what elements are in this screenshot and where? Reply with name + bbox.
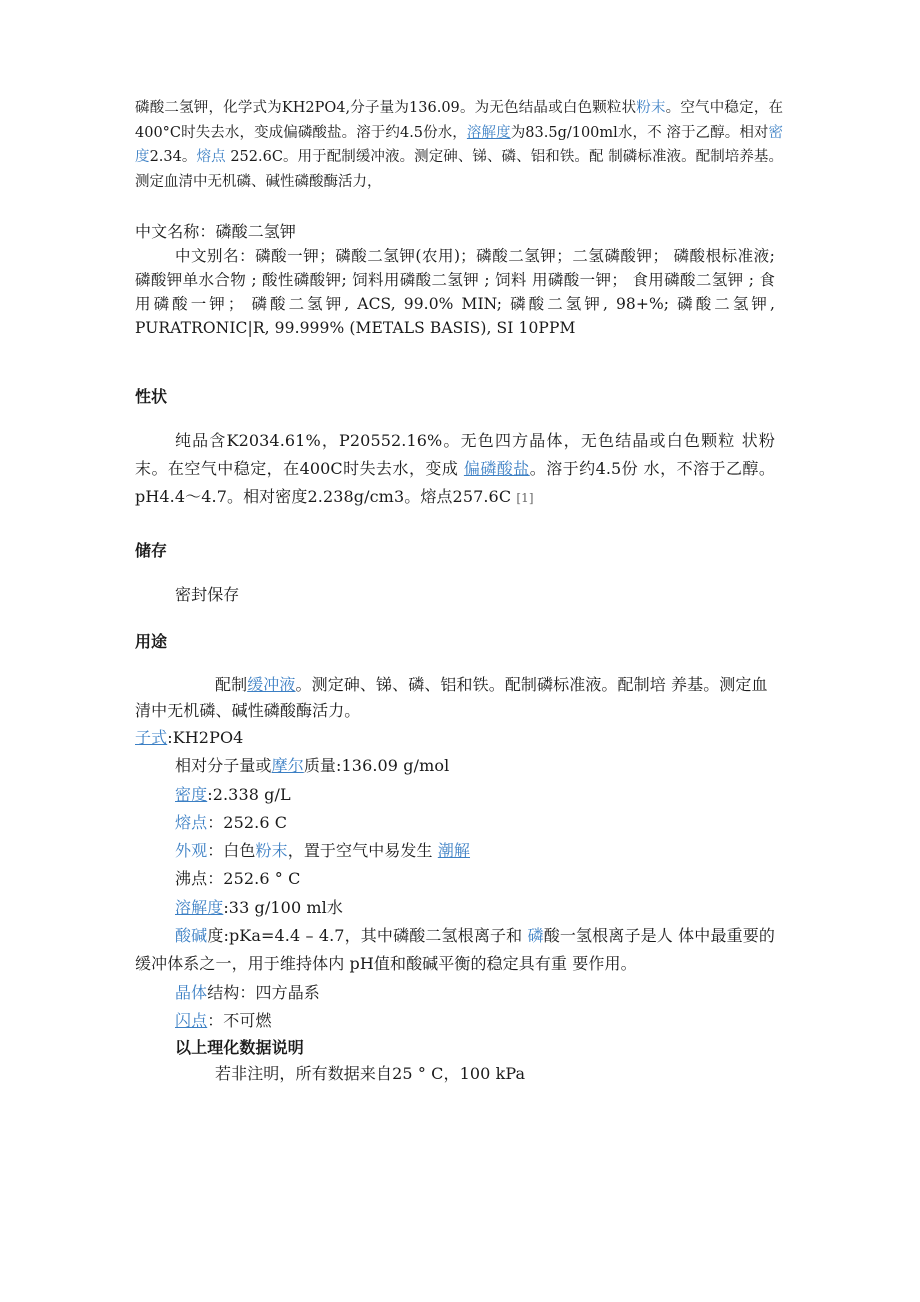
properties-text: 。溶于约4.5份 水，不溶于乙醇。pH4.4～4.7。相对密度2.238g/cm3。熔点257.6C [135, 459, 775, 506]
chinese-name: 中文名称：磷酸二氢钾 [135, 222, 297, 241]
appearance-link[interactable]: 外观 [175, 841, 208, 861]
flash-point-link[interactable]: 闪点 [175, 1010, 208, 1030]
formula-link[interactable]: 子式 [135, 728, 168, 747]
intro-text: 2.34。 [149, 149, 197, 165]
intro-text: 为83.5g/100ml水，不 溶于乙醇。相对 [510, 124, 769, 141]
appearance-row [135, 837, 785, 865]
powder-link[interactable]: 粉末 [636, 100, 666, 116]
deliquescence-link[interactable]: 潮解 [437, 841, 471, 861]
metaphosphate-link[interactable]: 偏磷酸盐 [463, 459, 530, 478]
data-note-text: 若非注明，所有数据来自25 ° C，100 kPa [215, 1064, 526, 1084]
reference-link[interactable]: [1] [516, 491, 534, 505]
crystal-link[interactable]: 晶体 [175, 982, 208, 1002]
intro-text: 252.6C。用于配制缓冲液。测定砷、锑、磷、铝和铁。配 制磷标准液。配制培养基。测定血清中无机磷、碱性磷酸酶活力， [135, 149, 784, 190]
phosphoric-link[interactable]: 磷 [527, 926, 544, 946]
data-note-title: 以上理化数据说明 [175, 1038, 304, 1058]
usage-text: 。测定砷、锑、磷、铝和铁。配制磷标准液。配制培 养基。测定血清中无机磷、碱性磷酸酶活力。 [135, 675, 768, 720]
acidity-text: 酸一氢根离子是人 体中最重要的缓冲体系之一，用于维持体内 pH值和酸碱平衡的稳定具有重 要作用。 [135, 926, 775, 974]
intro-text: 。空气中稳定，在400°C时失去水，变成偏磷酸盐。溶于约4.5份水， [135, 100, 784, 141]
properties-text: 纯品含K2034.61%，P20552.16%。无色四方晶体，无色结晶或白色颗粒 状粉末。在空气中稳定，在400C时失去水，变成 [135, 431, 775, 478]
density-row [135, 781, 785, 809]
density-link[interactable]: 密度 [135, 124, 783, 165]
density-value: :2.338 g/L [207, 784, 291, 804]
intro-text: 磷酸二氢钾，化学式为KH2PO4,分子量为136.09。为无色结晶或白色颗粒状 [135, 100, 637, 116]
melting-point-data-link[interactable]: 熔点 [175, 812, 208, 832]
section-title-usage: 用途 [135, 632, 168, 651]
buffer-solution-link[interactable]: 缓冲液 [247, 675, 296, 694]
chinese-alias: 中文别名：磷酸一钾；磷酸二氢钾(农用)；磷酸二氢钾；二氢磷酸钾； 磷酸根标准液; 磷酸钾单水合物 ; 酸性磷酸钾; 饲料用磷酸二氢钾 ; 饲料 用磷酸一钾； 食用磷酸二氢钾 ; 食用磷酸一钾； 磷酸二氢钾, ACS, 99.0% MIN; 磷酸二氢钾, 98+%; 磷酸二氢钾, PURATRONIC|R, 99.999% (METALS BASIS), SI 10PPM [135, 247, 775, 337]
document-page [135, 96, 785, 1087]
crystal-value: 结构：四方晶系 [207, 982, 320, 1002]
solubility-row [135, 894, 785, 922]
flash-point-row [135, 1007, 785, 1035]
storage-text: 密封保存 [175, 585, 240, 604]
section-title-storage: 储存 [135, 541, 168, 560]
acidity-link[interactable]: 酸碱 [175, 926, 208, 946]
solubility-data-link[interactable]: 溶解度 [175, 897, 224, 917]
melting-point-link[interactable]: 熔点 [196, 149, 226, 165]
appearance-text: ，置于空气中易发生 [287, 841, 438, 861]
melting-point-value: ：252.6 C [207, 812, 288, 832]
density-data-link[interactable]: 密度 [175, 784, 208, 804]
properties-paragraph [135, 427, 775, 512]
appearance-text: ：白色 [207, 841, 256, 861]
solubility-link[interactable]: 溶解度 [466, 124, 511, 141]
formula-value: :KH2PO4 [167, 728, 244, 747]
physical-data-list [135, 724, 785, 1087]
acidity-row [135, 922, 775, 979]
formula-row [135, 724, 785, 752]
molar-mass-row [135, 752, 785, 780]
acidity-text: 度:pKa=4.4 – 4.7，其中磷酸二氢根离子和 [207, 926, 528, 946]
section-title-properties: 性状 [135, 387, 168, 406]
melting-point-row [135, 809, 785, 837]
powder-data-link[interactable]: 粉末 [255, 841, 288, 861]
flash-point-value: ：不可燃 [207, 1010, 272, 1030]
molar-mass-label: 相对分子量或 [175, 756, 272, 776]
boiling-point-row: 沸点：252.6 ° C [175, 869, 301, 889]
crystal-row [135, 979, 785, 1007]
usage-text: 配制 [215, 675, 248, 694]
molar-mass-value: 质量:136.09 g/mol [303, 756, 450, 776]
solubility-value: :33 g/100 ml水 [223, 897, 343, 917]
usage-paragraph [135, 672, 775, 724]
molar-link[interactable]: 摩尔 [271, 756, 304, 776]
intro-paragraph [135, 96, 783, 194]
